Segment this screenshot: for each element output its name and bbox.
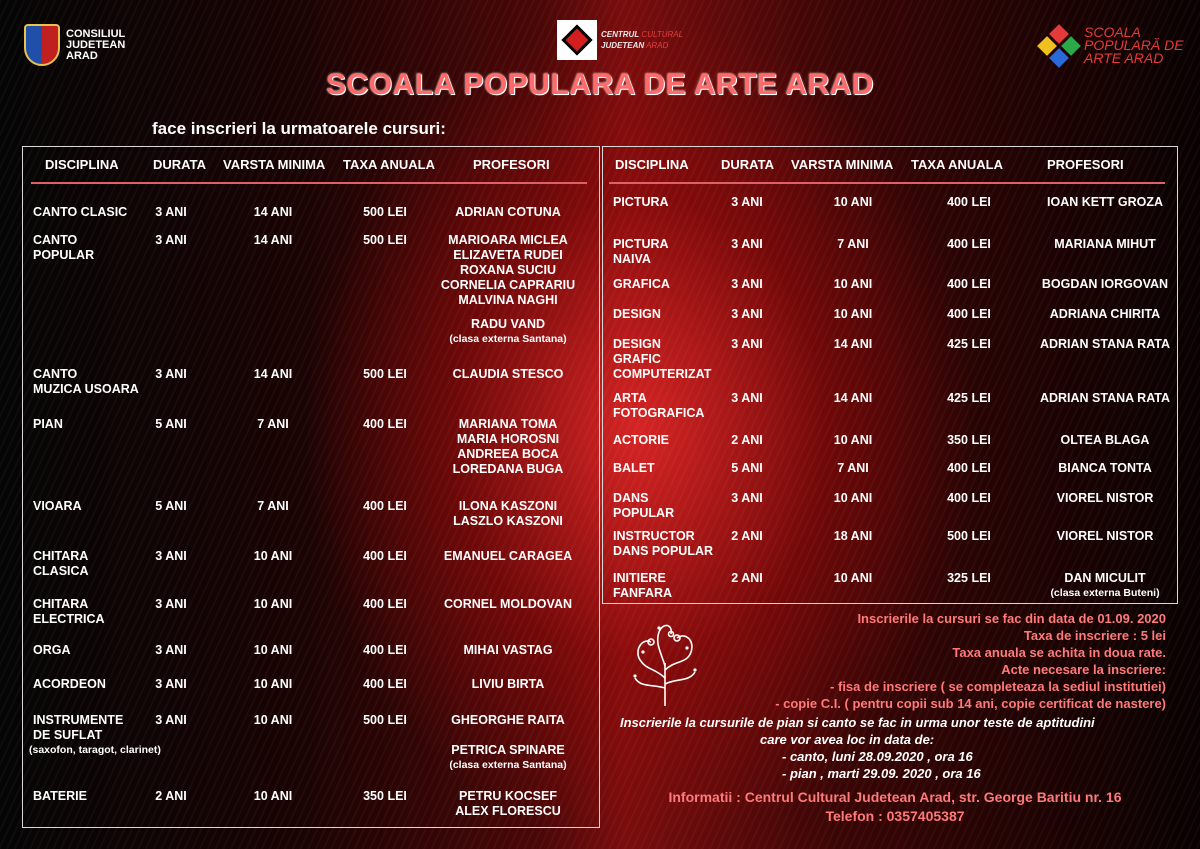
duration-value: 3 ANI [155, 677, 187, 691]
discipline-name: ACORDEON [33, 677, 106, 691]
teacher-note: (clasa externa Santana) [449, 333, 567, 345]
discipline-name: PICTURA [613, 237, 669, 251]
header-disciplina: DISCIPLINA [615, 157, 689, 172]
county-council-name: CONSILIUL JUDETEAN ARAD [66, 27, 126, 62]
tests-line: care vor avea loc in data de: [760, 732, 935, 747]
min-age-value: 14 ANI [833, 337, 873, 351]
duration-value: 2 ANI [155, 789, 187, 803]
annual-fee-value: 500 LEI [363, 233, 407, 247]
teacher-name: ADRIAN STANA RATA [1039, 391, 1171, 405]
page-subtitle: face inscrieri la urmatoarele cursuri: [152, 119, 446, 138]
teacher-name: MARIOARA MICLEA [448, 233, 568, 247]
duration-value: 3 ANI [731, 307, 763, 321]
header-varsta: VARSTA MINIMA [791, 157, 894, 172]
header-durata: DURATA [153, 157, 206, 172]
teacher-name: CORNELIA CAPRARIU [440, 278, 576, 292]
annual-fee-value: 425 LEI [947, 337, 991, 351]
discipline-name: POPULAR [33, 248, 95, 262]
annual-fee-value: 400 LEI [363, 597, 407, 611]
info-line: Inscrierile la cursuri se fac din data de 01.09. 2020 [857, 611, 1166, 626]
min-age-value: 10 ANI [253, 549, 293, 563]
discipline-name: CHITARA [33, 549, 89, 563]
teacher-name: LASZLO KASZONI [453, 514, 563, 528]
teacher-name: BIANCA TONTA [1058, 461, 1152, 475]
duration-value: 3 ANI [155, 205, 187, 219]
duration-value: 3 ANI [155, 233, 187, 247]
discipline-name: CHITARA [33, 597, 89, 611]
teacher-name: IOAN KETT GROZA [1047, 195, 1163, 209]
discipline-name: BATERIE [33, 789, 87, 803]
min-age-value: 10 ANI [833, 433, 873, 447]
teacher-note: (clasa externa Buteni) [1050, 587, 1160, 599]
discipline-name: NAIVA [613, 252, 651, 266]
duration-value: 5 ANI [155, 499, 187, 513]
min-age-value: 10 ANI [253, 643, 293, 657]
discipline-name: FOTOGRAFICA [613, 406, 705, 420]
teacher-note: (clasa externa Santana) [449, 759, 567, 771]
annual-fee-value: 500 LEI [363, 367, 407, 381]
teacher-name: OLTEA BLAGA [1060, 433, 1150, 447]
annual-fee-value: 350 LEI [947, 433, 991, 447]
contact-info [600, 788, 1190, 826]
annual-fee-value: 400 LEI [947, 461, 991, 475]
school-logo [1040, 26, 1184, 65]
tests-line: - canto, luni 28.09.2020 , ora 16 [782, 749, 973, 764]
min-age-value: 10 ANI [253, 597, 293, 611]
discipline-name: DANS POPULAR [613, 544, 714, 558]
header-profesori: PROFESORI [1047, 157, 1124, 172]
min-age-value: 18 ANI [833, 529, 873, 543]
duration-value: 3 ANI [155, 549, 187, 563]
duration-value: 3 ANI [155, 367, 187, 381]
discipline-name: INITIERE [613, 571, 666, 585]
teacher-name: RADU VAND [470, 317, 546, 331]
min-age-value: 7 ANI [257, 417, 289, 431]
teacher-name: VIOREL NISTOR [1056, 529, 1154, 543]
min-age-value: 10 ANI [833, 491, 873, 505]
school-logo-text: SCOALA POPULARĂ DE ARTE ARAD [1084, 24, 1184, 66]
annual-fee-value: 400 LEI [947, 237, 991, 251]
min-age-value: 10 ANI [833, 571, 873, 585]
annual-fee-value: 400 LEI [947, 491, 991, 505]
discipline-note: (saxofon, taragot, clarinet) [29, 744, 161, 756]
header-profesori: PROFESORI [473, 157, 550, 172]
duration-value: 3 ANI [731, 195, 763, 209]
discipline-name: INSTRUCTOR [613, 529, 695, 543]
duration-value: 2 ANI [731, 571, 763, 585]
aptitude-tests-info [620, 714, 1095, 782]
min-age-value: 7 ANI [837, 237, 869, 251]
duration-value: 3 ANI [155, 597, 187, 611]
info-line: - copie C.I. ( pentru copii sub 14 ani, copie certificat de nastere) [775, 696, 1166, 711]
discipline-name: CANTO CLASIC [33, 205, 128, 219]
discipline-name: COMPUTERIZAT [613, 367, 712, 381]
duration-value: 2 ANI [731, 433, 763, 447]
header-disciplina: DISCIPLINA [45, 157, 119, 172]
teacher-name: ELIZAVETA RUDEI [453, 248, 563, 262]
discipline-name: MUZICA USOARA [33, 382, 139, 396]
teacher-name: GHEORGHE RAITA [451, 713, 565, 727]
info-line: Acte necesare la inscriere: [1001, 662, 1166, 677]
min-age-value: 14 ANI [253, 205, 293, 219]
header-divider [31, 182, 587, 184]
min-age-value: 10 ANI [833, 307, 873, 321]
teacher-name: VIOREL NISTOR [1056, 491, 1154, 505]
min-age-value: 14 ANI [833, 391, 873, 405]
header-varsta: VARSTA MINIMA [223, 157, 326, 172]
min-age-value: 14 ANI [253, 233, 293, 247]
teacher-name: LIVIU BIRTA [471, 677, 545, 691]
annual-fee-value: 425 LEI [947, 391, 991, 405]
right-courses-table [602, 146, 1178, 604]
teacher-name: ADRIAN STANA RATA [1039, 337, 1171, 351]
annual-fee-value: 500 LEI [363, 205, 407, 219]
annual-fee-value: 400 LEI [947, 307, 991, 321]
discipline-name: DESIGN [613, 307, 661, 321]
duration-value: 5 ANI [155, 417, 187, 431]
min-age-value: 10 ANI [253, 677, 293, 691]
discipline-name: DE SUFLAT [33, 728, 103, 742]
duration-value: 3 ANI [731, 337, 763, 351]
duration-value: 2 ANI [731, 529, 763, 543]
duration-value: 3 ANI [155, 643, 187, 657]
annual-fee-value: 325 LEI [947, 571, 991, 585]
cultural-center-name: CENTRUL CULTURAL JUDETEAN ARAD [601, 30, 684, 50]
annual-fee-value: 400 LEI [363, 499, 407, 513]
flower-icon [1040, 27, 1078, 65]
discipline-name: PIAN [33, 417, 63, 431]
teacher-name: LOREDANA BUGA [452, 462, 564, 476]
discipline-name: GRAFIC [613, 352, 661, 366]
county-council-logo [24, 24, 125, 66]
annual-fee-value: 400 LEI [363, 417, 407, 431]
min-age-value: 7 ANI [837, 461, 869, 475]
min-age-value: 14 ANI [253, 367, 293, 381]
teacher-name: BOGDAN IORGOVAN [1041, 277, 1169, 291]
teacher-name: MARIA HOROSNI [456, 432, 560, 446]
teacher-name: MARIANA MIHUT [1054, 237, 1156, 251]
county-crest-icon [24, 24, 60, 66]
teacher-name: ILONA KASZONI [458, 499, 558, 513]
min-age-value: 10 ANI [833, 195, 873, 209]
teacher-name: MALVINA NAGHI [458, 293, 558, 307]
teacher-name: PETRICA SPINARE [451, 743, 565, 757]
teacher-name: MARIANA TOMA [458, 417, 558, 431]
discipline-name: INSTRUMENTE [33, 713, 124, 727]
duration-value: 3 ANI [731, 491, 763, 505]
discipline-name: POPULAR [613, 506, 675, 520]
info-line: Taxa anuala se achita in doua rate. [952, 645, 1166, 660]
teacher-name: CLAUDIA STESCO [452, 367, 564, 381]
annual-fee-value: 400 LEI [363, 677, 407, 691]
teacher-name: ADRIANA CHIRITA [1049, 307, 1161, 321]
min-age-value: 7 ANI [257, 499, 289, 513]
teacher-name: PETRU KOCSEF [459, 789, 557, 803]
header-taxa: TAXA ANUALA [911, 157, 1003, 172]
tests-line: - pian , marti 29.09. 2020 , ora 16 [782, 766, 981, 781]
page-title: SCOALA POPULARA DE ARTE ARAD [326, 68, 874, 101]
duration-value: 3 ANI [155, 713, 187, 727]
teacher-name: MIHAI VASTAG [463, 643, 553, 657]
duration-value: 3 ANI [731, 237, 763, 251]
cultural-center-logo [557, 20, 683, 60]
contact-phone: Telefon : 0357405387 [825, 808, 965, 824]
annual-fee-value: 400 LEI [947, 277, 991, 291]
discipline-name: GRAFICA [613, 277, 670, 291]
teacher-name: DAN MICULIT [1064, 571, 1146, 585]
min-age-value: 10 ANI [253, 789, 293, 803]
duration-value: 3 ANI [731, 391, 763, 405]
discipline-name: ELECTRICA [33, 612, 105, 626]
duration-value: 3 ANI [731, 277, 763, 291]
annual-fee-value: 400 LEI [947, 195, 991, 209]
teacher-name: ALEX FLORESCU [455, 804, 561, 818]
annual-fee-value: 400 LEI [363, 643, 407, 657]
annual-fee-value: 500 LEI [947, 529, 991, 543]
header-durata: DURATA [721, 157, 774, 172]
discipline-name: CANTO [33, 367, 78, 381]
discipline-name: CLASICA [33, 564, 89, 578]
discipline-name: DESIGN [613, 337, 661, 351]
min-age-value: 10 ANI [833, 277, 873, 291]
discipline-name: PICTURA [613, 195, 669, 209]
contact-address: Informatii : Centrul Cultural Judetean Arad, str. George Baritiu nr. 16 [668, 789, 1122, 805]
info-line: Taxa de inscriere : 5 lei [1023, 628, 1166, 643]
teacher-name: ANDREEA BOCA [457, 447, 559, 461]
discipline-name: BALET [613, 461, 655, 475]
annual-fee-value: 400 LEI [363, 549, 407, 563]
header-divider [609, 182, 1165, 184]
discipline-name: CANTO [33, 233, 78, 247]
discipline-name: VIOARA [33, 499, 82, 513]
discipline-name: DANS [613, 491, 649, 505]
annual-fee-value: 350 LEI [363, 789, 407, 803]
teacher-name: ADRIAN COTUNA [455, 205, 561, 219]
left-courses-table [22, 146, 600, 828]
discipline-name: ARTA [613, 391, 647, 405]
info-line: - fisa de inscriere ( se completeaza la sediul institutiei) [830, 679, 1166, 694]
annual-fee-value: 500 LEI [363, 713, 407, 727]
cultural-center-emblem-icon [557, 20, 597, 60]
registration-info [646, 610, 1166, 712]
teacher-name: ROXANA SUCIU [459, 263, 557, 277]
teacher-name: CORNEL MOLDOVAN [443, 597, 572, 611]
min-age-value: 10 ANI [253, 713, 293, 727]
tests-line: Inscrierile la cursurile de pian si canto se fac in urma unor teste de aptitudini [620, 715, 1095, 730]
duration-value: 5 ANI [731, 461, 763, 475]
teacher-name: EMANUEL CARAGEA [443, 549, 573, 563]
discipline-name: FANFARA [613, 586, 673, 600]
discipline-name: ACTORIE [613, 433, 670, 447]
discipline-name: ORGA [33, 643, 71, 657]
header-taxa: TAXA ANUALA [343, 157, 435, 172]
